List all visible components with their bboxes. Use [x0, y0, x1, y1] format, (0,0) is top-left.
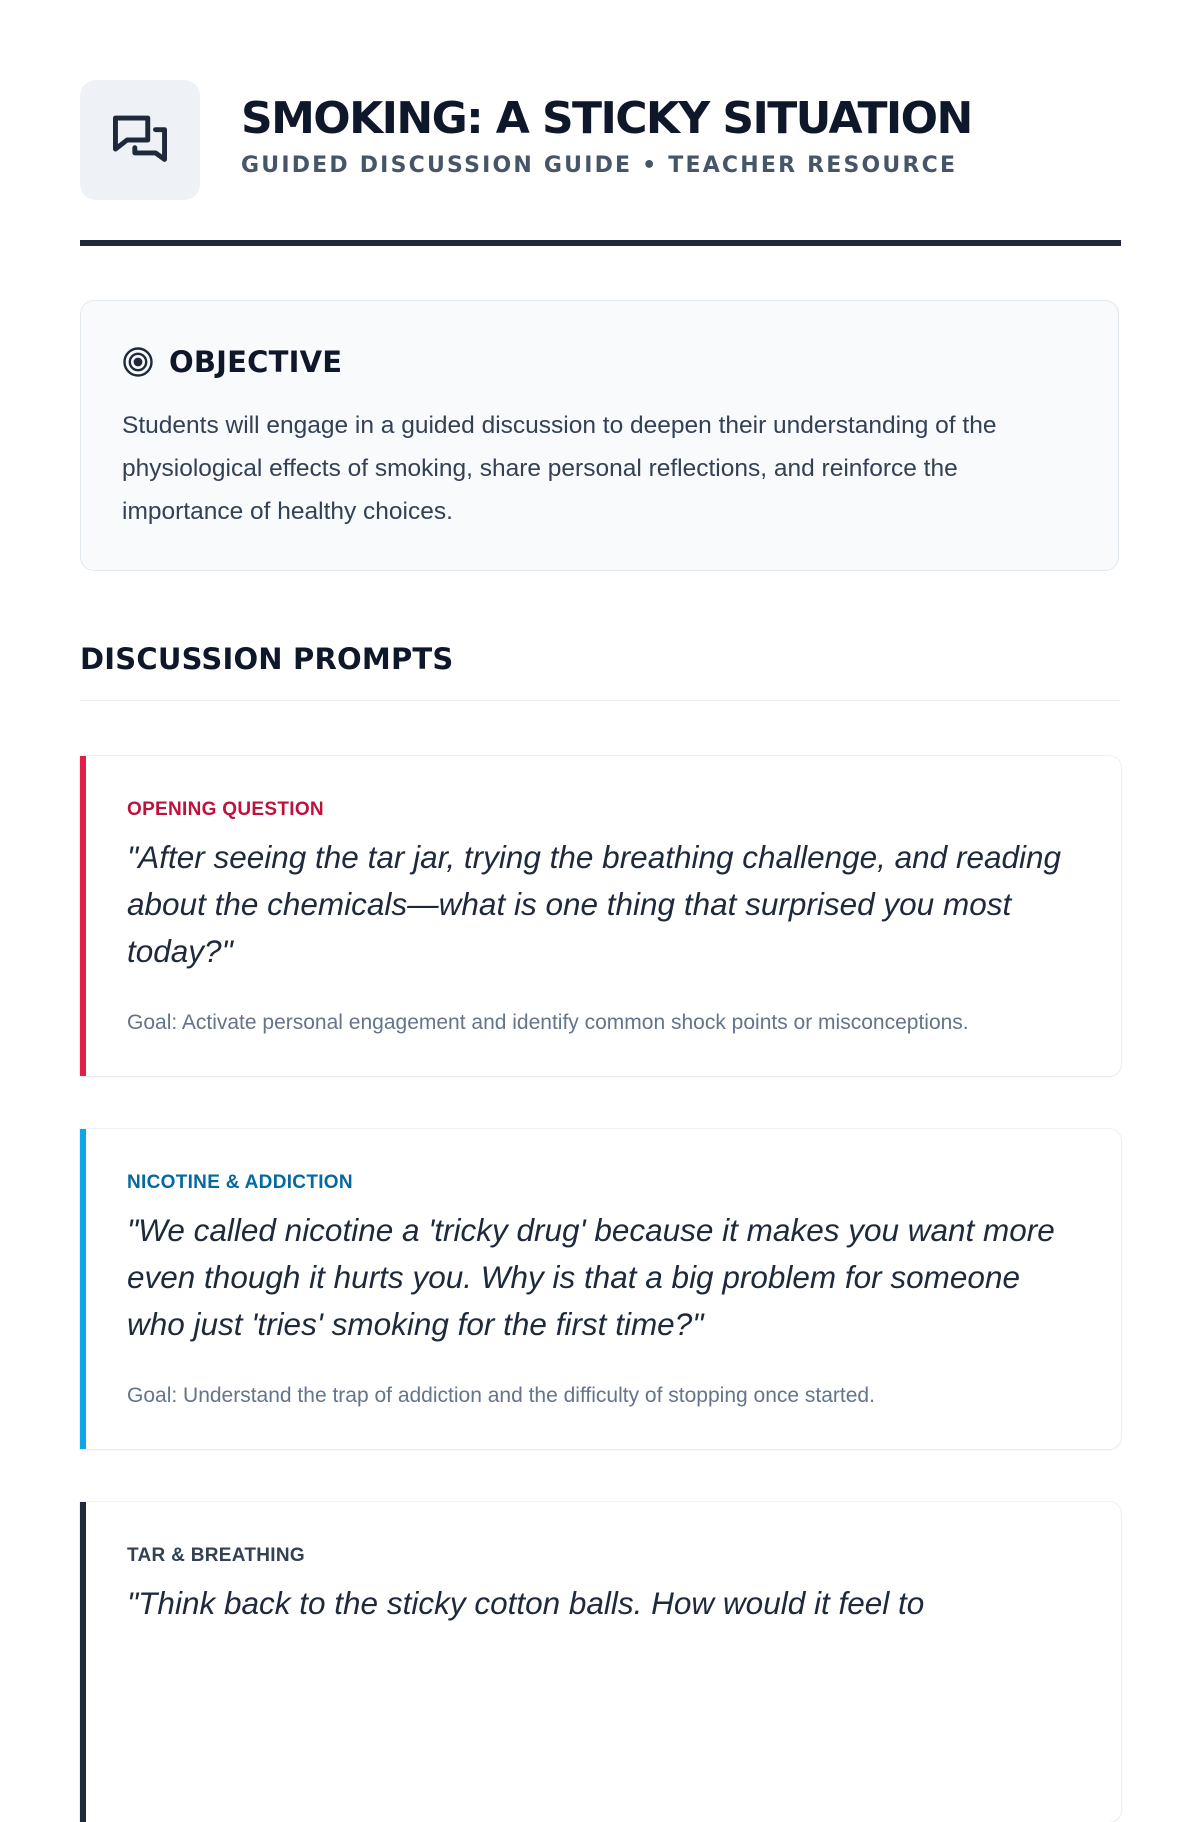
prompt-card-tar: [80, 1502, 1121, 1822]
prompt-question: "We called nicotine a 'tricky drug' because it makes you want more even though it hurts you. Why is that a big problem for someone who just 'tries' smoking for the first time?": [127, 1212, 1055, 1342]
section-divider: [80, 700, 1121, 701]
section-title: DISCUSSION PROMPTS: [80, 642, 454, 676]
objective-card: [80, 300, 1119, 571]
prompt-card-nicotine: [80, 1129, 1121, 1449]
objective-heading: [122, 345, 342, 379]
prompt-accent-bar: [80, 1502, 86, 1822]
page-subtitle: GUIDED DISCUSSION GUIDE • TEACHER RESOURCE: [241, 153, 958, 178]
header-divider: [80, 240, 1121, 246]
prompt-label: OPENING QUESTION: [127, 799, 324, 820]
header-logo: [80, 80, 200, 200]
prompt-accent-bar: [80, 1129, 86, 1449]
prompt-accent-bar: [80, 756, 86, 1076]
prompt-question: "Think back to the sticky cotton balls. How would it feel to: [127, 1585, 925, 1621]
page-header: [80, 80, 1121, 200]
prompt-question: "After seeing the tar jar, trying the breathing challenge, and reading about the chemicals—what is one thing that surprised you most today?": [127, 839, 1062, 969]
prompt-goal: Goal: Activate personal engagement and identify common shock points or misconceptions.: [127, 1011, 969, 1034]
target-icon: [122, 346, 154, 378]
chat-bubbles-icon: [109, 109, 171, 171]
page-title: SMOKING: A STICKY SITUATION: [241, 93, 972, 144]
objective-title: OBJECTIVE: [169, 345, 343, 379]
prompt-card-opening: [80, 756, 1121, 1076]
prompt-goal: Goal: Understand the trap of addiction and the difficulty of stopping once started.: [127, 1384, 875, 1407]
objective-text: Students will engage in a guided discussion to deepen their understanding of the physiological effects of smoking, share personal reflections, and reinforce the importance of healthy choices.: [122, 412, 997, 525]
prompt-label: NICOTINE & ADDICTION: [127, 1172, 353, 1193]
prompt-label: TAR & BREATHING: [127, 1545, 305, 1566]
